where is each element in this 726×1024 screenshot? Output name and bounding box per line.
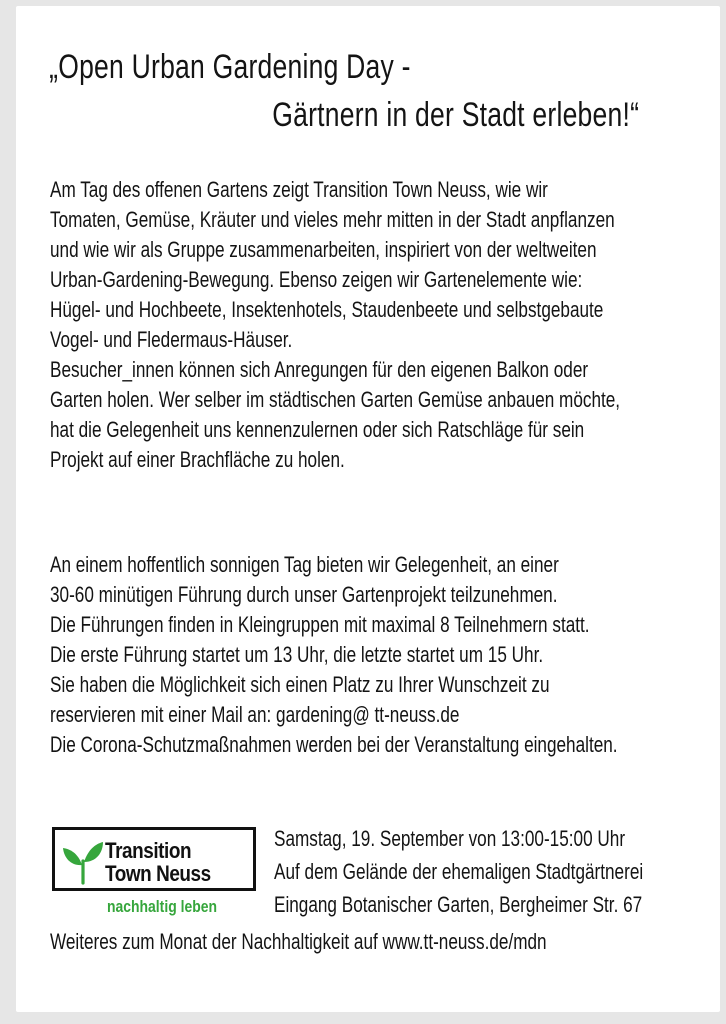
transition-town-neuss-logo — [52, 827, 256, 891]
title-line-1: „Open Urban Gardening Day - — [49, 48, 411, 86]
text-line: Hügel- und Hochbeete, Insektenhotels, Staudenbeete und selbstgebaute — [50, 297, 604, 322]
email-line: reservieren mit einer Mail an: gardening@ tt-neuss.de — [50, 702, 460, 727]
text-line: Tomaten, Gemüse, Kräuter und vieles mehr mitten in der Stadt anpflanzen — [50, 207, 615, 232]
text-line: hat die Gelegenheit uns kennenzulernen oder sich Ratschläge für sein — [50, 417, 585, 442]
text-line: Die Führungen finden in Kleingruppen mit maximal 8 Teilnehmern statt. — [50, 612, 590, 637]
intro-paragraph — [50, 175, 620, 475]
title-line-2: Gärtnern in der Stadt erleben!“ — [272, 96, 640, 134]
text-line: 30-60 minütigen Führung durch unser Gartenprojekt teilzunehmen. — [50, 582, 558, 607]
text-line: An einem hoffentlich sonnigen Tag bieten wir Gelegenheit, an einer — [50, 552, 559, 577]
footer-info: Weiteres zum Monat der Nachhaltigkeit auf www.tt-neuss.de/mdn — [50, 929, 547, 954]
tour-paragraph — [50, 550, 618, 760]
text-line: Garten holen. Wer selber im städtischen Garten Gemüse anbauen möchte, — [50, 387, 621, 412]
text-line: Urban-Gardening-Bewegung. Ebenso zeigen wir Gartenelemente wie: — [50, 267, 583, 292]
text-line: Besucher_innen können sich Anregungen für den eigenen Balkon oder — [50, 357, 589, 382]
text-line: Die erste Führung startet um 13 Uhr, die letzte startet um 15 Uhr. — [50, 642, 544, 667]
event-location: Auf dem Gelände der ehemaligen Stadtgärtnerei — [274, 859, 644, 884]
logo-tagline: nachhaltig leben — [107, 897, 217, 916]
text-line: Vogel- und Fledermaus-Häuser. — [50, 327, 293, 352]
logo-line-2: Town Neuss — [105, 861, 211, 886]
event-details — [274, 822, 643, 921]
event-entrance: Eingang Botanischer Garten, Bergheimer Str. 67 — [274, 892, 643, 917]
text-line: Am Tag des offenen Gartens zeigt Transition Town Neuss, wie wir — [50, 177, 548, 202]
text-line: und wie wir als Gruppe zusammenarbeiten, inspiriert von der weltweiten — [50, 237, 597, 262]
event-date-time: Samstag, 19. September von 13:00-15:00 Uhr — [274, 826, 626, 851]
logo-line-1: Transition — [105, 838, 192, 863]
seedling-icon — [61, 839, 105, 885]
text-line: Die Corona-Schutzmaßnahmen werden bei der Veranstaltung eingehalten. — [50, 732, 618, 757]
text-line: Projekt auf einer Brachfläche zu holen. — [50, 447, 345, 472]
text-line: Sie haben die Möglichkeit sich einen Platz zu Ihrer Wunschzeit zu — [50, 672, 550, 697]
